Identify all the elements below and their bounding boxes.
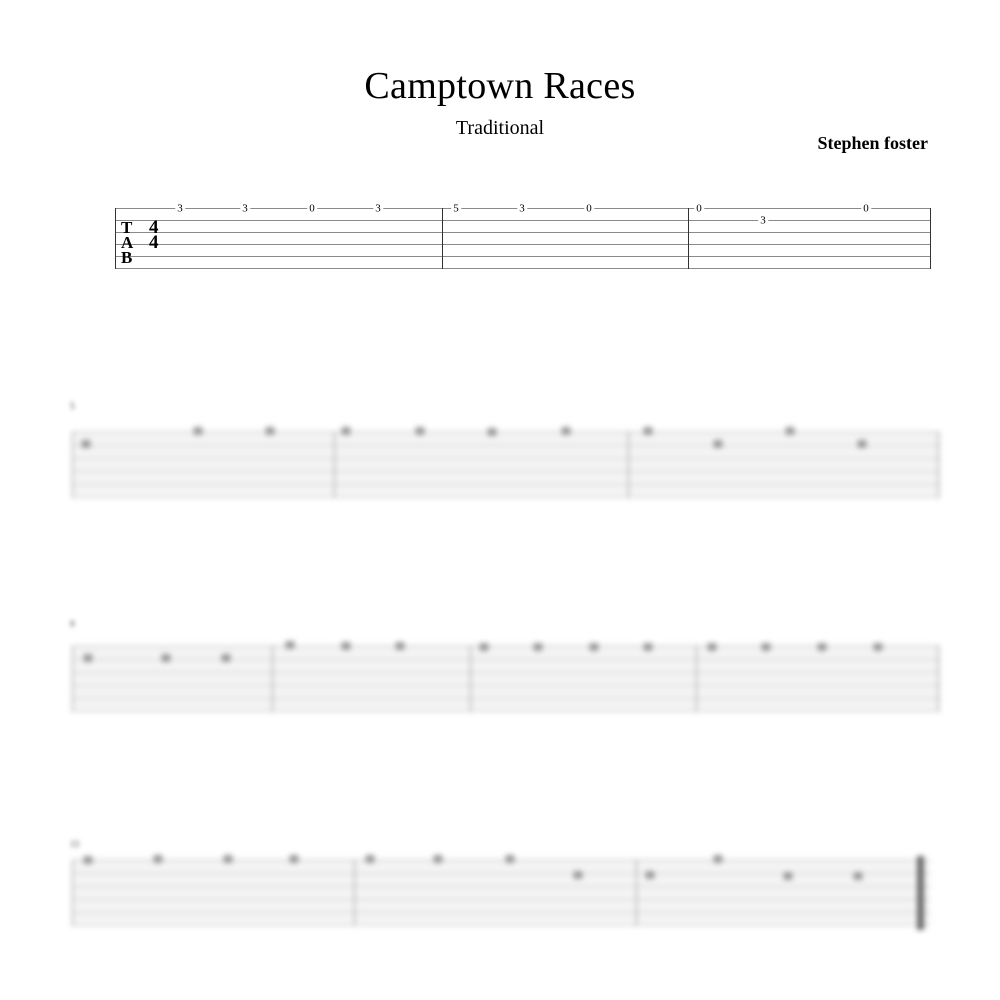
note-mark	[366, 855, 375, 863]
fret-number: 0	[309, 202, 315, 215]
barline-1	[334, 432, 335, 498]
note-mark	[162, 654, 171, 662]
tab-system-1	[115, 202, 931, 270]
tab-clef-letter-b: B	[121, 248, 133, 267]
staff-line-6	[115, 268, 931, 269]
staff-line-6	[72, 497, 940, 498]
tab-system-4	[72, 852, 930, 938]
note-mark	[506, 855, 515, 863]
note-mark	[708, 643, 717, 651]
staff-line-5	[72, 698, 940, 699]
note-mark	[644, 427, 653, 435]
note-mark	[416, 427, 425, 435]
note-mark	[818, 643, 827, 651]
barline-2	[628, 432, 629, 498]
page-title: Camptown Races	[364, 65, 636, 107]
note-mark	[762, 643, 771, 651]
note-mark	[84, 654, 93, 662]
system-number: 5	[70, 401, 75, 411]
note-mark	[714, 440, 723, 448]
note-mark	[480, 643, 489, 651]
barline-start	[72, 860, 73, 926]
note-mark	[574, 871, 583, 879]
staff-line-4	[72, 471, 940, 472]
note-mark	[222, 654, 231, 662]
barline-3	[696, 646, 697, 712]
staff-line-6	[72, 711, 940, 712]
fret-number: 3	[177, 202, 183, 215]
staff-line-2	[72, 445, 940, 446]
note-mark	[266, 427, 275, 435]
tab-system-2	[72, 424, 940, 500]
barline-2	[688, 208, 689, 269]
note-mark	[786, 427, 795, 435]
staff-line-3	[72, 672, 940, 673]
fret-number: 0	[863, 202, 869, 215]
barline-1	[354, 860, 355, 926]
staff-line-4	[72, 685, 940, 686]
fret-number: 3	[375, 202, 381, 215]
note-mark	[784, 872, 793, 880]
page-subtitle: Traditional	[455, 117, 545, 139]
barline-1	[442, 208, 443, 269]
note-mark	[84, 856, 93, 864]
staff-line-3	[115, 232, 931, 233]
staff-line-4	[115, 244, 931, 245]
note-mark	[154, 855, 163, 863]
time-signature	[149, 217, 159, 253]
barline-1	[272, 646, 273, 712]
note-mark	[534, 643, 543, 651]
staff-line-1	[72, 860, 930, 861]
barline-start	[115, 208, 116, 269]
staff-line-2	[115, 220, 931, 221]
staff-background	[72, 430, 940, 498]
final-barline	[917, 856, 924, 930]
time-signature-denominator: 4	[149, 232, 159, 253]
fret-number: 5	[453, 202, 459, 215]
tab-clef	[121, 220, 134, 265]
staff-line-5	[72, 484, 940, 485]
staff-line-4	[72, 899, 930, 900]
tab-staff-1	[115, 202, 931, 270]
fret-number: 3	[760, 214, 766, 227]
system-number: 9	[70, 619, 75, 629]
composer-credit: Stephen foster	[817, 133, 928, 153]
note-mark	[342, 427, 351, 435]
note-mark	[342, 642, 351, 650]
staff-line-2	[72, 659, 940, 660]
fret-number: 0	[696, 202, 702, 215]
barline-3	[938, 432, 939, 498]
note-mark	[82, 440, 91, 448]
note-mark	[286, 641, 295, 649]
note-mark	[562, 427, 571, 435]
note-mark	[854, 872, 863, 880]
staff-line-6	[72, 925, 930, 926]
staff-line-2	[72, 873, 930, 874]
tab-clef-letter-t: T	[121, 218, 133, 237]
note-mark	[396, 642, 405, 650]
staff-background	[72, 644, 940, 712]
note-mark	[590, 643, 599, 651]
staff-background	[72, 858, 930, 926]
staff-line-5	[72, 912, 930, 913]
fret-number: 3	[519, 202, 525, 215]
note-mark	[858, 440, 867, 448]
note-mark	[874, 643, 883, 651]
tab-clef-letter-a: A	[121, 233, 134, 252]
time-signature-numerator: 4	[149, 217, 159, 238]
fret-number: 0	[586, 202, 592, 215]
note-mark	[714, 855, 723, 863]
note-mark	[290, 855, 299, 863]
barline-start	[72, 646, 73, 712]
note-mark	[646, 871, 655, 879]
note-mark	[434, 855, 443, 863]
barline-3	[930, 208, 931, 269]
staff-line-3	[72, 458, 940, 459]
staff-line-1	[72, 646, 940, 647]
fret-number: 3	[242, 202, 248, 215]
barline-2	[470, 646, 471, 712]
note-mark	[194, 427, 203, 435]
barline-2	[636, 860, 637, 926]
note-mark	[644, 643, 653, 651]
staff-line-5	[115, 256, 931, 257]
barline-4	[938, 646, 939, 712]
note-mark	[488, 428, 497, 436]
barline-start	[72, 432, 73, 498]
staff-line-3	[72, 886, 930, 887]
system-number: 13	[70, 839, 79, 849]
tab-system-3	[72, 638, 940, 714]
note-mark	[224, 855, 233, 863]
